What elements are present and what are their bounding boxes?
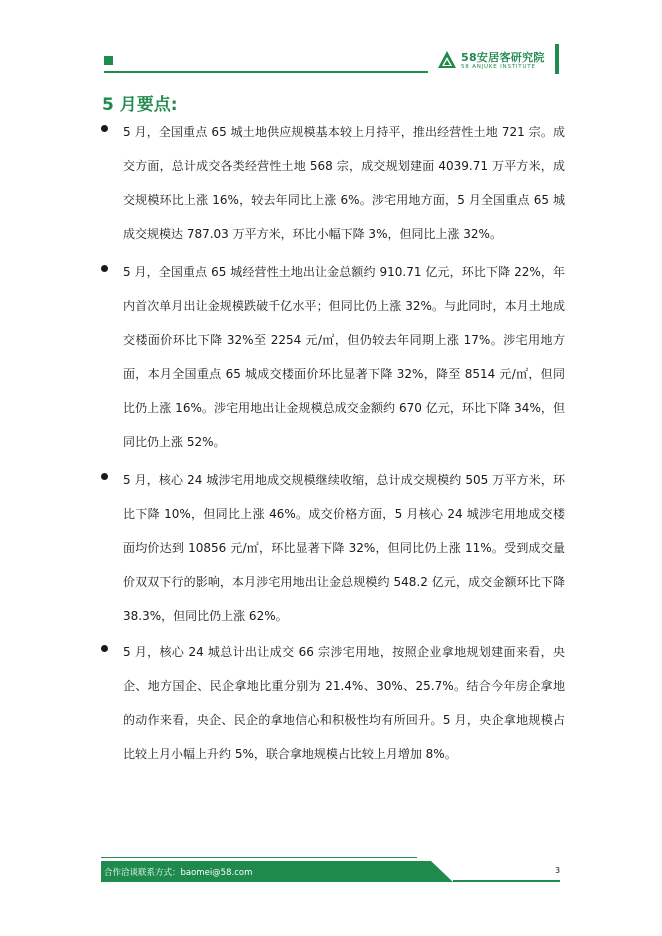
header-square-marker	[104, 56, 113, 65]
logo-name: 58安居客研究院	[461, 51, 545, 64]
bullet-dot-icon	[101, 645, 108, 652]
header-rule	[104, 71, 428, 73]
bullet-text: 5 月，全国重点 65 城土地供应规模基本较上月持平，推出经营性土地 721 宗。成交方面，总计成交各类经营性土地 568 宗，成交规划建面 4039.71 万平方米，成交规模环比上涨 16%，较去年同比上涨 6%。涉宅用地方面，5 月全国重点 65 城成交规模达 787.03 万平方米，环比小幅下降 3%，但同比上涨 32%。	[123, 125, 565, 241]
footer-top-rule	[101, 857, 417, 858]
bullet-dot-icon	[101, 125, 108, 132]
page-number: 3	[555, 866, 561, 875]
footer-slant-decoration	[413, 861, 453, 882]
bullet-dot-icon	[101, 265, 108, 272]
logo-subtitle: 58 ANJUKE INSTITUTE	[461, 64, 536, 70]
triangle-logo-icon	[437, 50, 457, 70]
footer-contact: 合作洽谈联系方式：baomei@58.com	[104, 868, 253, 878]
bullet-dot-icon	[101, 473, 108, 480]
section-title: 5 月要点:	[102, 95, 178, 115]
brand-logo	[437, 48, 549, 74]
bullet-text: 5 月，核心 24 城涉宅用地成交规模继续收缩，总计成交规模约 505 万平方米，环比下降 10%，但同比上涨 46%。成交价格方面，5 月核心 24 城涉宅用地成交楼面均价达到 10856 元/㎡，环比显著下降 32%，但同比仍上涨 11%。受到成交量价双双下行的影响，本月涉宅用地出让金总规模约 548.2 亿元，成交金额环比下降 38.3%，但同比仍上涨 62%。	[123, 473, 565, 623]
footer-rule	[453, 880, 560, 882]
bullet-text: 5 月，全国重点 65 城经营性土地出让金总额约 910.71 亿元，环比下降 22%，年内首次单月出让金规模跌破千亿水平；但同比仍上涨 32%。与此同时，本月土地成交楼面价环比下降 32%至 2254 元/㎡，但仍较去年同期上涨 17%。涉宅用地方面，本月全国重点 65 城成交楼面价环比显著下降 32%，降至 8514 元/㎡，但同比仍上涨 16%。涉宅用地出让金规模总成交金额约 670 亿元，环比下降 34%，但同比仍上涨 52%。	[123, 265, 565, 449]
header-vertical-bar	[555, 44, 559, 74]
bullet-text: 5 月，核心 24 城总计出让成交 66 宗涉宅用地，按照企业拿地规划建面来看，央企、地方国企、民企拿地比重分别为 21.4%、30%、25.7%。结合今年房企拿地的动作来看，央企、民企的拿地信心和积极性均有所回升。5 月，央企拿地规模占比较上月小幅上升约 5%，联合拿地规模占比较上月增加 8%。	[123, 645, 565, 761]
